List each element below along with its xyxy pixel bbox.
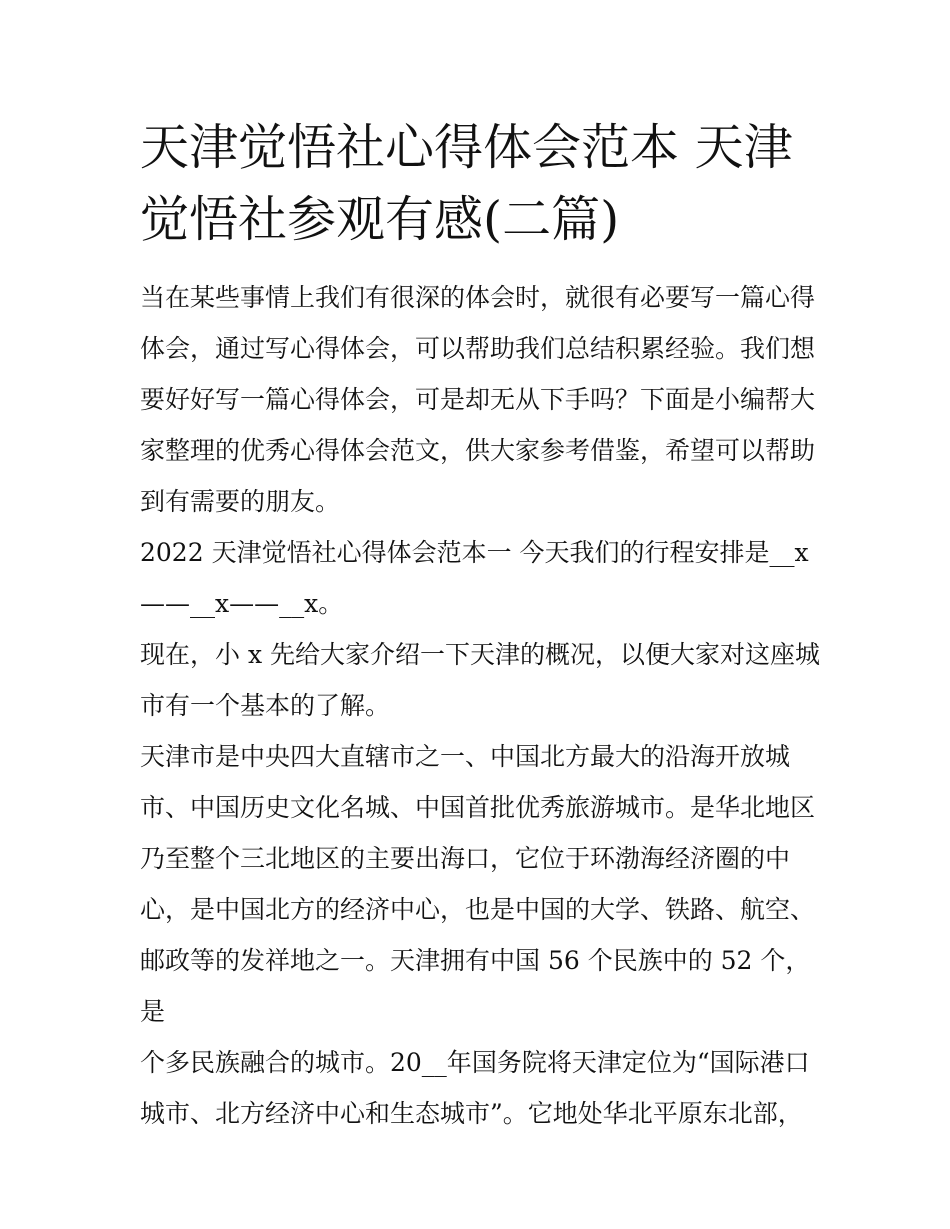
paragraph-overview: 现在，小 x 先给大家介绍一下天津的概况，以便大家对这座城 市有一个基本的了解。: [140, 640, 820, 720]
paragraph-itinerary: 2022 天津觉悟社心得体会范本一 今天我们的行程安排是__x ——__x——__x。: [140, 538, 809, 618]
document-content: [140, 112, 820, 1139]
document-title: 天津觉悟社心得体会范本 天津 觉悟社参观有感(二篇): [140, 119, 793, 248]
document-body: [140, 272, 820, 1139]
paragraph-intro: 当在某些事情上我们有很深的体会时，就很有必要写一篇心得 体会，通过写心得体会，可以帮助我们总结积累经验。我们想 要好好写一篇心得体会，可是却无从下手吗？下面是小编帮大 家整理的优秀心得体会范文，供大家参考借鉴，希望可以帮助 到有需要的朋友。: [140, 283, 816, 516]
paragraph-tianjin-description: 天津市是中央四大直辖市之一、中国北方最大的沿海开放城 市、中国历史文化名城、中国首批优秀旅游城市。是华北地区 乃至整个三北地区的主要出海口，它位于环渤海经济圈的中 心，是中国北方的经济中心，也是中国的大学、铁路、航空、 邮政等的发祥地之一。天津拥有中国 56 个民族中的 52 个，是 个多民族融合的城市。20__年国务院将天津定位为“国际港口 城市、北方经济中心和生态城市”。它地处华北平原东北部，: [140, 742, 816, 1128]
